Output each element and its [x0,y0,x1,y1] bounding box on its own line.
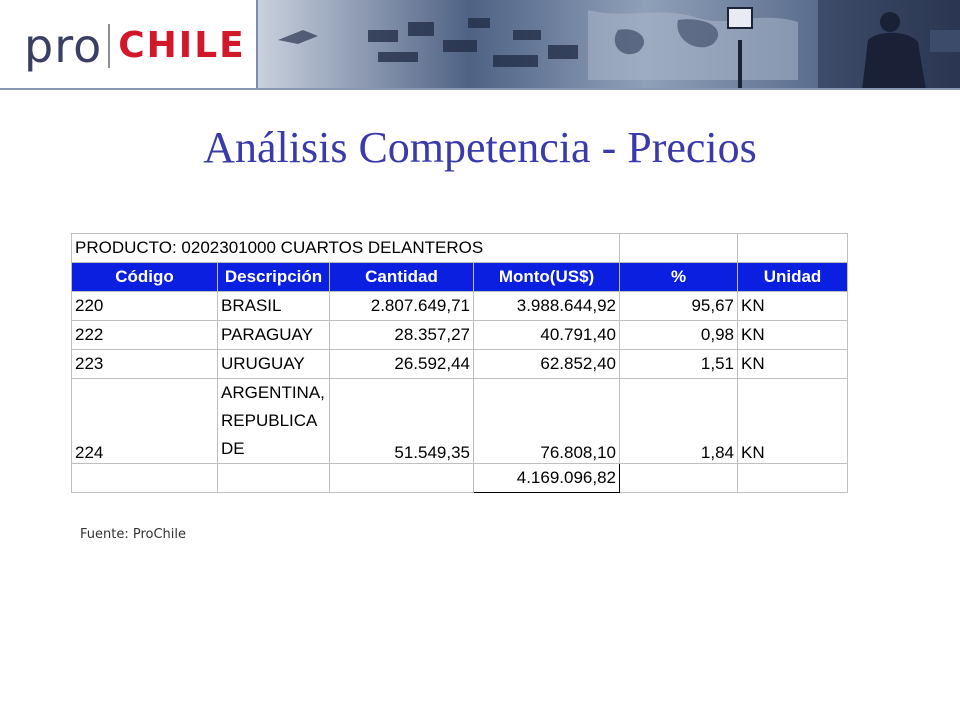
empty-cell [738,464,848,493]
table-row [72,321,848,350]
header-cantidad: Cantidad [330,263,474,292]
cell-codigo: 224 [72,379,218,464]
cell-unidad: KN [738,292,848,321]
cell-descripcion: BRASIL [218,292,330,321]
cell-cantidad: 51.549,35 [330,379,474,464]
cell-descripcion: ARGENTINA, REPUBLICA DE [218,379,330,464]
header-monto: Monto(US$) [474,263,620,292]
cell-porcentaje: 1,51 [620,350,738,379]
header-bar [0,0,960,90]
cell-monto: 76.808,10 [474,379,620,464]
total-row [72,464,848,493]
cell-descripcion: URUGUAY [218,350,330,379]
prochile-logo [24,18,246,74]
competition-price-table [71,233,848,493]
cell-codigo: 220 [72,292,218,321]
empty-cell [620,234,738,263]
table-row [72,292,848,321]
empty-cell [218,464,330,493]
table-row [72,350,848,379]
page-title: Análisis Competencia - Precios [203,123,757,172]
cell-monto: 62.852,40 [474,350,620,379]
total-monto-cell: 4.169.096,82 [474,464,620,493]
source-note: Fuente: ProChile [80,527,187,542]
logo-separator [108,24,110,68]
logo-chile-text: CHILE [118,25,246,66]
product-row [72,234,848,263]
cell-porcentaje: 95,67 [620,292,738,321]
header-descripcion: Descripción [218,263,330,292]
table-header-row [72,263,848,292]
cell-cantidad: 2.807.649,71 [330,292,474,321]
empty-cell [620,464,738,493]
cell-unidad: KN [738,350,848,379]
cell-porcentaje: 0,98 [620,321,738,350]
cell-codigo: 222 [72,321,218,350]
empty-cell [72,464,218,493]
cell-monto: 3.988.644,92 [474,292,620,321]
logo-pro-text: pro [24,19,103,73]
header-banner-image [256,0,960,90]
header-codigo: Código [72,263,218,292]
cell-monto: 40.791,40 [474,321,620,350]
empty-cell [738,234,848,263]
cell-codigo: 223 [72,350,218,379]
table-row [72,379,848,464]
header-divider [0,88,960,90]
empty-cell [330,464,474,493]
product-label-cell: PRODUCTO: 0202301000 CUARTOS DELANTEROS [72,234,620,263]
cell-unidad: KN [738,379,848,464]
cell-porcentaje: 1,84 [620,379,738,464]
cell-cantidad: 26.592,44 [330,350,474,379]
cell-cantidad: 28.357,27 [330,321,474,350]
header-porcentaje: % [620,263,738,292]
cell-unidad: KN [738,321,848,350]
cell-descripcion: PARAGUAY [218,321,330,350]
header-unidad: Unidad [738,263,848,292]
